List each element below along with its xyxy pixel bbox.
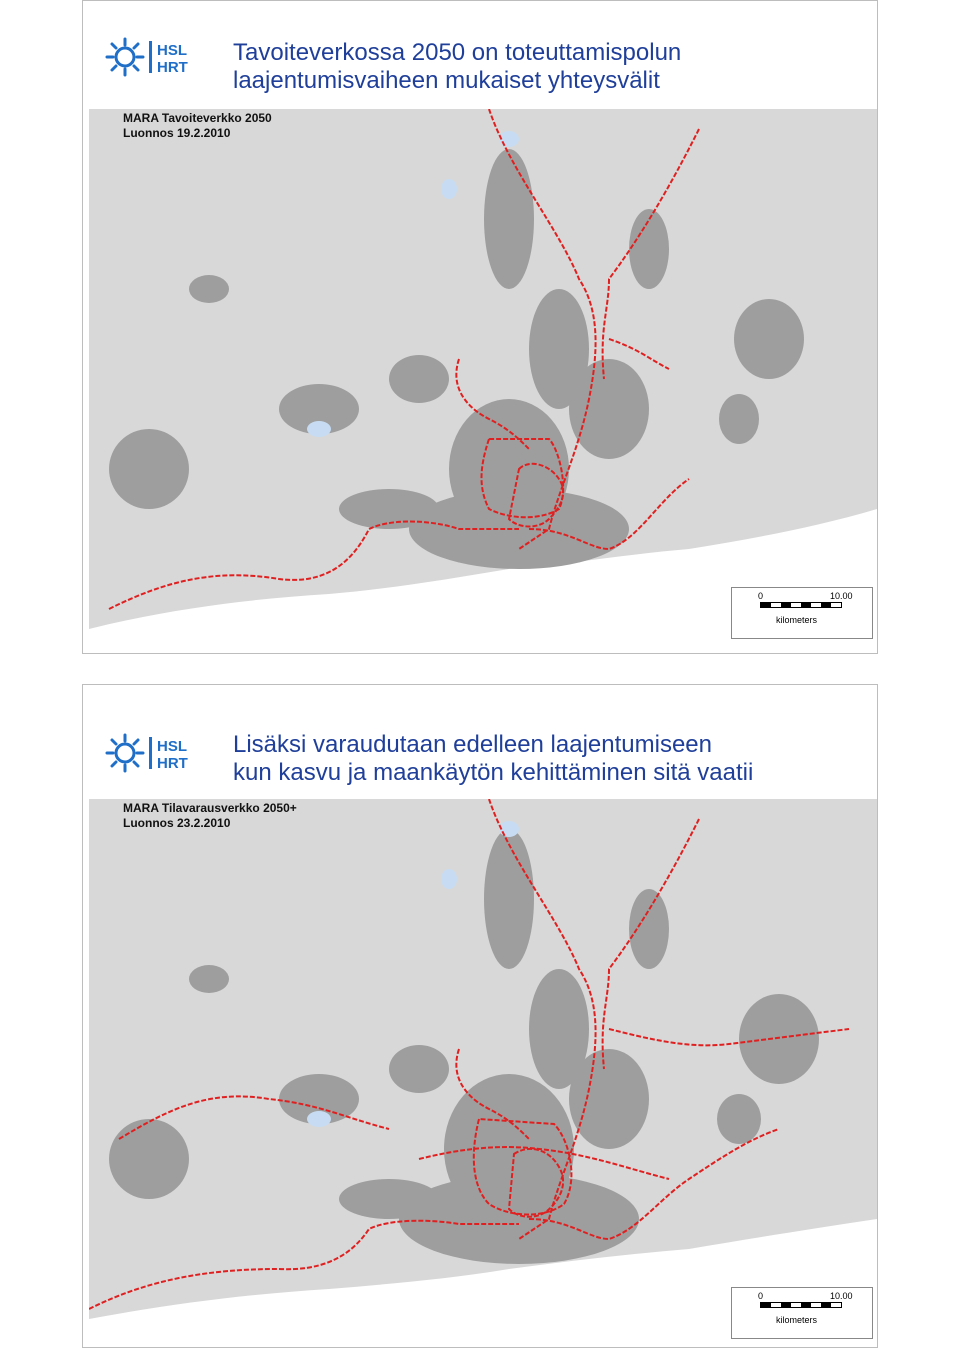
- map-caption-line-2: Luonnos 23.2.2010: [123, 816, 231, 830]
- scale-max: 10.00: [830, 1291, 853, 1301]
- footer-date: 8.4.2010: [111, 621, 158, 635]
- scale-ruler: [760, 1302, 842, 1308]
- hsl-logo: [105, 733, 201, 773]
- network-map: [89, 799, 877, 1339]
- map-caption: [123, 111, 272, 141]
- logo-text-line2: HRT: [157, 755, 188, 772]
- map-caption-line-1: MARA Tavoiteverkko 2050: [123, 111, 272, 125]
- logo-text-line1: HSL: [157, 42, 187, 59]
- scale-zero: 0: [758, 1291, 764, 1301]
- scale-max: 10.00: [830, 591, 853, 601]
- scale-bar: [731, 1287, 873, 1339]
- map-caption: [123, 801, 297, 831]
- logo-text-line1: HSL: [157, 738, 187, 755]
- title-line-2: laajentumisvaiheen mukaiset yhteysvälit: [233, 67, 660, 94]
- map-caption-line-1: MARA Tilavarausverkko 2050+: [123, 801, 297, 815]
- map-graphic: [89, 799, 877, 1339]
- title-line-2: kun kasvu ja maankäytön kehittäminen sitä vaatii: [233, 759, 754, 786]
- slide-title: [233, 39, 873, 95]
- map-caption-line-2: Luonnos 19.2.2010: [123, 126, 231, 140]
- sun-gear-icon: [107, 39, 143, 75]
- title-line-1: Tavoiteverkossa 2050 on toteuttamispolun: [233, 39, 682, 66]
- logo-text-line2: HRT: [157, 59, 188, 76]
- title-line-1: Lisäksi varaudutaan edelleen laajentumiseen: [233, 731, 712, 758]
- scale-unit: kilometers: [776, 615, 818, 625]
- scale-unit: kilometers: [776, 1315, 818, 1325]
- map-graphic: [89, 109, 877, 639]
- slide-title: [233, 731, 873, 787]
- sun-gear-icon: [107, 735, 143, 771]
- slide-2: [82, 684, 878, 1348]
- hsl-logo: [105, 37, 201, 77]
- scale-zero: 0: [758, 591, 764, 601]
- scale-bar: [731, 587, 873, 639]
- scale-ruler: [760, 602, 842, 608]
- network-map: [89, 109, 877, 639]
- slide-1: [82, 0, 878, 654]
